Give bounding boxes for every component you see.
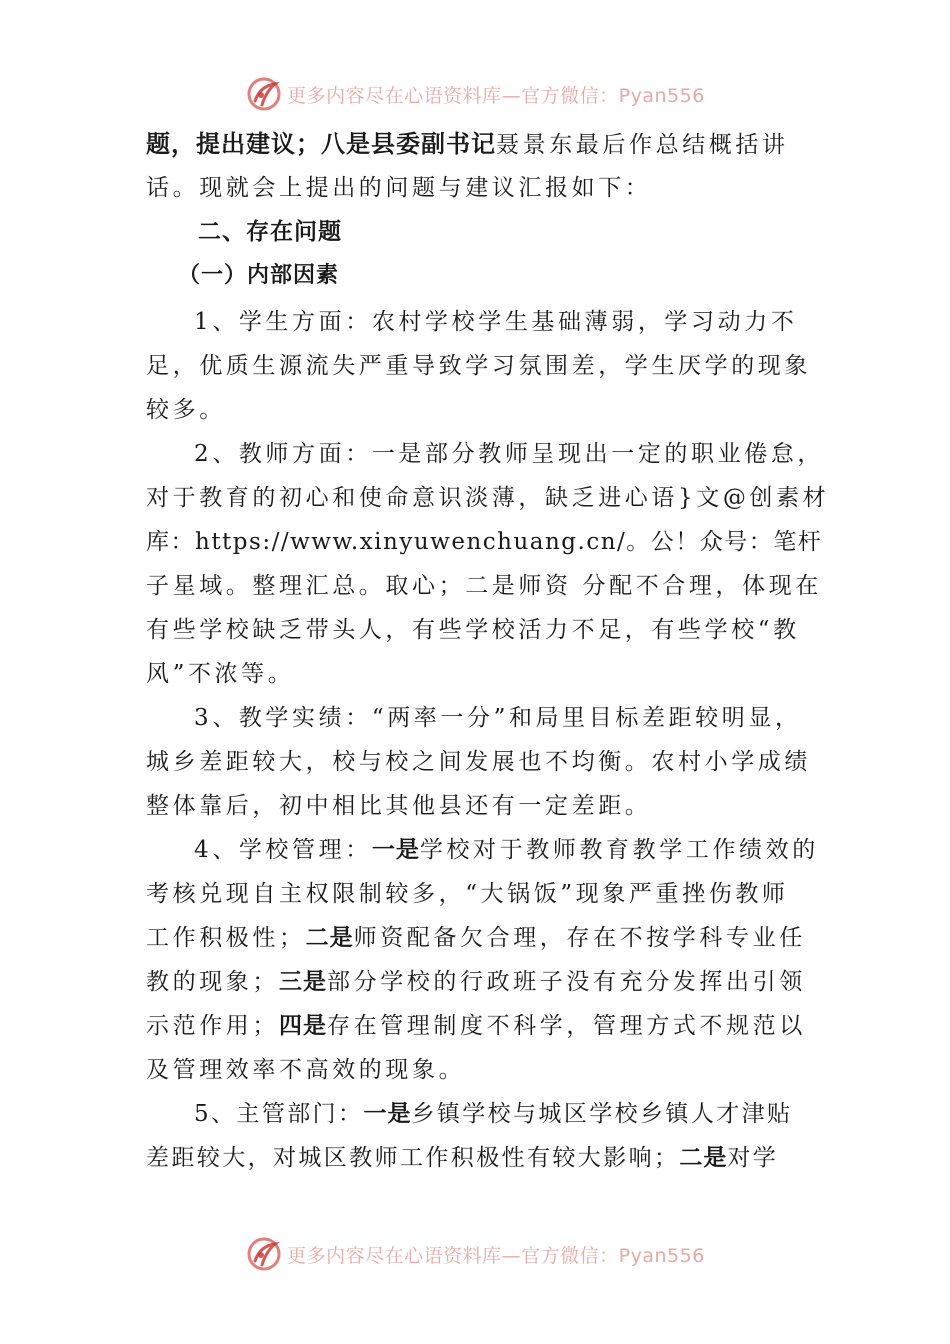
section-heading: 二、存在问题 — [198, 219, 342, 245]
paragraph-line: 5、主管部门：一是乡镇学校与城区学校乡镇人才津贴 — [194, 1101, 793, 1127]
paragraph-line: 题，提出建议；八是县委副书记聂景东最后作总结概括讲 — [146, 130, 789, 158]
paragraph-line: 3、教学实绩：“两率一分”和局里目标差距较明显， — [194, 705, 802, 731]
paragraph-line: 工作积极性；二是师资配备欠合理，存在不按学科专业任 — [146, 925, 806, 951]
xinyu-logo-icon — [245, 1235, 283, 1273]
paragraph-line: 整体靠后，初中相比其他县还有一定差距。 — [146, 793, 652, 819]
watermark-text: 更多内容尽在心语资料库—官方微信：Pyan556 — [287, 84, 705, 107]
paragraph-line: 考核兑现自主权限制较多，“大锅饭”现象严重挫伤教师 — [146, 881, 789, 907]
subsection-heading: （一）内部因素 — [178, 263, 340, 288]
paragraph-line: 2、教师方面：一是部分教师呈现出一定的职业倦怠， — [194, 441, 825, 467]
footer-watermark — [0, 1234, 950, 1274]
paragraph-line: 差距较大，对城区教师工作积极性有较大影响；二是对学 — [146, 1145, 779, 1171]
paragraph-line: 话。现就会上提出的问题与建议汇报如下： — [146, 175, 652, 201]
paragraph-line: 示范作用；四是存在管理制度不科学，管理方式不规范以 — [146, 1013, 806, 1039]
paragraph-line: 有些学校缺乏带头人，有些学校活力不足，有些学校“教 — [146, 617, 800, 643]
xinyu-logo-icon — [245, 75, 283, 113]
paragraph-line: 子星域。整理汇总。取心；二是师资 分配不合理，体现在 — [146, 573, 822, 599]
paragraph-line: 风”不浓等。 — [146, 661, 295, 687]
paragraph-line: 对于教育的初心和使命意识淡薄，缺乏进心语}文@创素材 — [146, 485, 830, 511]
header-watermark — [0, 74, 950, 114]
watermark-text: 更多内容尽在心语资料库—官方微信：Pyan556 — [287, 1244, 705, 1267]
paragraph-line: 1、学生方面：农村学校学生基础薄弱，学习动力不 — [194, 309, 798, 335]
paragraph-line: 库：https://www.xinyuwenchuang.cn/。公！众号：笔杆 — [146, 529, 823, 555]
paragraph-line: 城乡差距较大，校与校之间发展也不均衡。农村小学成绩 — [146, 749, 811, 775]
paragraph-line: 教的现象；三是部分学校的行政班子没有充分发挥出引领 — [146, 969, 806, 995]
paragraph-line: 4、学校管理：一是学校对于教师教育教学工作绩效的 — [194, 837, 819, 863]
paragraph-line: 较多。 — [146, 397, 226, 423]
paragraph-line: 足，优质生源流失严重导致学习氛围差，学生厌学的现象 — [146, 353, 811, 379]
paragraph-line: 及管理效率不高效的现象。 — [146, 1057, 466, 1083]
